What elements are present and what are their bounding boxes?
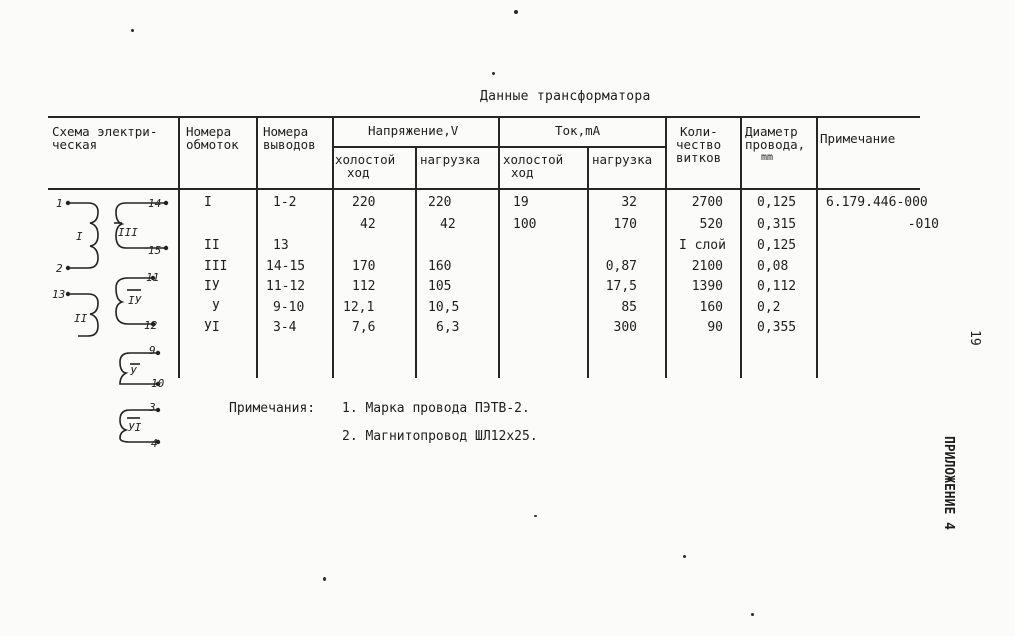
cell-v-load: 42	[440, 217, 456, 232]
cell-turns: 520	[699, 217, 723, 232]
schematic-label: III	[118, 226, 138, 239]
cell-leads: 9-10	[273, 300, 305, 315]
header-turns: Коли- чество витков	[676, 124, 722, 165]
cell-winding: УI	[204, 320, 220, 335]
cell-winding: III	[204, 259, 228, 274]
header-windings: Номера обмоток	[186, 124, 239, 152]
cell-diameter: 0,112	[757, 279, 797, 294]
cell-diameter: 0,125	[757, 195, 797, 210]
schematic-label: 14	[148, 197, 162, 210]
col-divider	[256, 116, 258, 378]
cell-note: -010	[907, 217, 939, 232]
schematic-label: 13	[52, 288, 66, 301]
cell-v-idle: 170	[352, 259, 376, 274]
table-title: Данные трансформатора	[480, 89, 651, 104]
schematic-label: II	[74, 312, 88, 325]
header-voltage-load: нагрузка	[420, 152, 481, 167]
cell-turns: 90	[707, 320, 723, 335]
cell-v-load: 220	[428, 195, 452, 210]
cell-winding: II	[204, 238, 220, 253]
cell-v-load: 6,3	[436, 320, 460, 335]
header-schema: Схема электри- ческая	[52, 124, 158, 152]
cell-leads: 14-15	[266, 259, 306, 274]
cell-leads: 13	[273, 238, 289, 253]
cell-turns: 2100	[691, 259, 723, 274]
schematic-label: 3	[149, 401, 156, 414]
schematic-label: IУ	[128, 294, 142, 307]
cell-i-idle: 19	[513, 195, 529, 210]
cell-diameter: 0,08	[757, 259, 789, 274]
scan-speck	[492, 72, 495, 75]
col-divider	[332, 116, 334, 378]
cell-v-load: 10,5	[428, 300, 460, 315]
cell-turns: I слой	[679, 238, 726, 253]
scan-speck	[683, 555, 686, 558]
schematic-label: 9	[149, 344, 156, 357]
scan-speck	[751, 613, 754, 616]
header-notes: Примечание	[820, 131, 896, 146]
scan-speck	[131, 29, 134, 32]
cell-leads: 3-4	[273, 320, 297, 335]
cell-diameter: 0,315	[757, 217, 797, 232]
schematic-label: 12	[144, 319, 158, 332]
cell-v-idle: 42	[360, 217, 376, 232]
col-divider	[665, 116, 667, 378]
scan-speck	[514, 10, 518, 14]
cell-leads: 1-2	[273, 195, 297, 210]
winding-schematic	[48, 190, 178, 455]
schematic-label: 11	[146, 271, 160, 284]
schematic-label: У	[130, 365, 137, 378]
header-leads: Номера выводов	[263, 124, 316, 152]
col-divider	[415, 146, 417, 378]
header-voltage: Напряжение,V	[368, 123, 459, 138]
schematic-label: УI	[128, 421, 142, 434]
cell-v-idle: 220	[352, 195, 376, 210]
header-voltage-idle: холостой ход	[335, 152, 396, 180]
cell-winding: IУ	[204, 279, 220, 294]
cell-v-load: 105	[428, 279, 452, 294]
appendix-label: ПРИЛОЖЕНИЕ 4	[941, 436, 956, 530]
cell-i-load: 0,87	[605, 259, 637, 274]
schematic-label: 10	[151, 377, 165, 390]
cell-v-idle: 112	[352, 279, 376, 294]
cell-i-load: 170	[613, 217, 637, 232]
header-diameter: Диаметр провода, mm	[745, 124, 806, 163]
schematic-label: I	[76, 230, 83, 243]
cell-i-load: 32	[621, 195, 637, 210]
cell-v-load: 160	[428, 259, 452, 274]
cell-turns: 160	[699, 300, 723, 315]
cell-v-idle: 7,6	[352, 320, 376, 335]
notes-label: Примечания:	[229, 401, 316, 416]
note-item: 1. Марка провода ПЭТВ-2.	[342, 401, 530, 416]
cell-leads: 11-12	[266, 279, 306, 294]
cell-i-idle: 100	[513, 217, 537, 232]
col-divider	[498, 116, 500, 378]
col-divider	[740, 116, 742, 378]
cell-turns: 1390	[691, 279, 723, 294]
cell-i-load: 300	[613, 320, 637, 335]
cell-winding: I	[204, 195, 212, 210]
cell-winding: У	[212, 300, 220, 315]
col-divider	[587, 146, 589, 378]
col-divider	[816, 116, 818, 378]
cell-diameter: 0,2	[757, 300, 781, 315]
header-current: Ток,mA	[555, 123, 601, 138]
schematic-label: 4	[151, 437, 158, 450]
cell-diameter: 0,125	[757, 238, 797, 253]
page-number: 19	[967, 330, 982, 346]
cell-diameter: 0,355	[757, 320, 797, 335]
note-item: 2. Магнитопровод ШЛ12х25.	[342, 429, 538, 444]
scan-speck	[534, 515, 537, 517]
schematic-label: 2	[56, 262, 63, 275]
schematic-label: 1	[56, 197, 63, 210]
cell-note: 6.179.446-000	[826, 195, 928, 210]
cell-turns: 2700	[691, 195, 723, 210]
cell-i-load: 17,5	[605, 279, 637, 294]
header-current-load: нагрузка	[592, 152, 653, 167]
col-divider	[178, 116, 180, 378]
header-current-idle: холостой ход	[503, 152, 564, 180]
scan-speck	[323, 577, 326, 581]
cell-i-load: 85	[621, 300, 637, 315]
schematic-label: 15	[148, 244, 162, 257]
cell-v-idle: 12,1	[343, 300, 375, 315]
